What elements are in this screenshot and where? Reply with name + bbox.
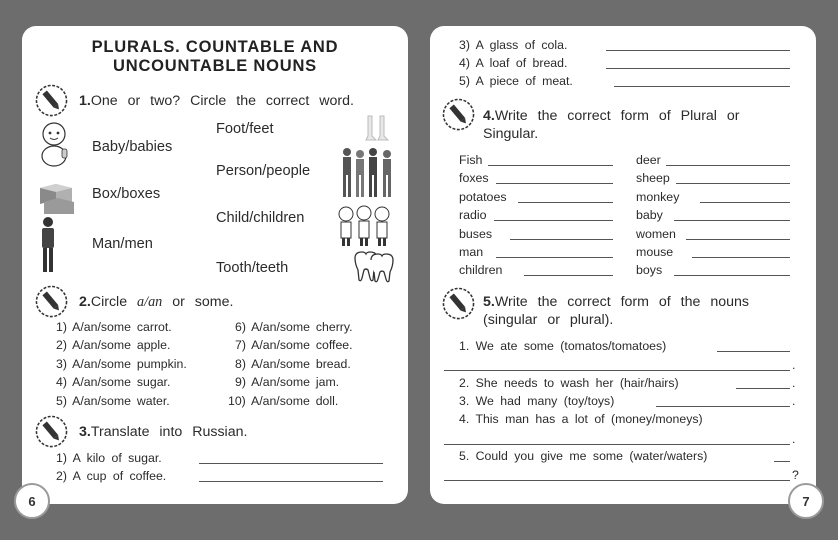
pencil-badge-icon xyxy=(442,287,475,320)
answer-line[interactable] xyxy=(444,370,790,371)
answer-line[interactable] xyxy=(606,50,790,51)
task4-word: man xyxy=(459,245,484,259)
task4-word: women xyxy=(636,227,676,241)
answer-line[interactable] xyxy=(700,202,790,203)
answer-line[interactable] xyxy=(494,220,613,221)
task2-item-7: 7) A/an/some coffee. xyxy=(235,338,353,352)
period: . xyxy=(792,358,796,372)
pencil-badge-icon xyxy=(35,84,68,117)
answer-line[interactable] xyxy=(518,202,613,203)
children-image xyxy=(336,204,396,248)
task3-item-1: 1) A kilo of sugar. xyxy=(56,451,162,465)
task4-word: Fish xyxy=(459,153,483,167)
task4-word: baby xyxy=(636,208,663,222)
answer-line[interactable] xyxy=(666,165,790,166)
task4-word: buses xyxy=(459,227,493,241)
task2-item-1: 1) A/an/some carrot. xyxy=(56,320,172,334)
task5-item-3: 3. We had many (toy/toys) xyxy=(459,394,615,408)
task5-item-1: 1. We ate some (tomatos/tomatoes) xyxy=(459,339,667,353)
answer-line[interactable] xyxy=(686,239,790,240)
task2-item-4: 4) A/an/some sugar. xyxy=(56,375,171,389)
task3-item-4: 4) A loaf of bread. xyxy=(459,56,568,70)
answer-line[interactable] xyxy=(656,406,790,407)
answer-line[interactable] xyxy=(692,257,790,258)
word-baby: Baby/babies xyxy=(92,139,173,155)
answer-line[interactable] xyxy=(674,220,790,221)
teeth-image xyxy=(352,250,396,284)
task3-instruction: 3.Translate into Russian. xyxy=(79,424,248,440)
task2-item-10: 10) A/an/some doll. xyxy=(228,394,339,408)
task4-instruction-line2: Singular. xyxy=(483,126,539,142)
task2-item-8: 8) A/an/some bread. xyxy=(235,357,351,371)
answer-line[interactable] xyxy=(444,444,790,445)
question-mark: ? xyxy=(792,468,799,482)
task3-item-2: 2) A cup of coffee. xyxy=(56,469,167,483)
answer-line[interactable] xyxy=(199,463,383,464)
task5-item-2: 2. She needs to wash her (hair/hairs) xyxy=(459,376,679,390)
answer-line[interactable] xyxy=(496,183,613,184)
page-number-right: 7 xyxy=(788,483,824,519)
answer-line[interactable] xyxy=(496,257,613,258)
task2-instruction: 2.Circle a/an or some. xyxy=(79,294,234,310)
task5-item-5: 5. Could you give me some (water/waters) xyxy=(459,449,708,463)
period: . xyxy=(792,394,796,408)
people-image xyxy=(340,146,398,200)
word-child: Child/children xyxy=(216,210,305,226)
task2-item-9: 9) A/an/some jam. xyxy=(235,375,340,389)
answer-line[interactable] xyxy=(444,480,790,481)
right-page xyxy=(430,26,816,504)
task4-word: radio xyxy=(459,208,487,222)
task1-instruction: 1.One or two? Circle the correct word. xyxy=(79,93,354,109)
task5-item-4: 4. This man has a lot of (money/moneys) xyxy=(459,412,703,426)
period: . xyxy=(792,432,796,446)
pencil-badge-icon xyxy=(35,285,68,318)
word-person: Person/people xyxy=(216,163,311,179)
period: . xyxy=(792,376,796,390)
task2-item-3: 3) A/an/some pumpkin. xyxy=(56,357,187,371)
man-image xyxy=(38,216,58,274)
answer-line[interactable] xyxy=(774,461,790,462)
answer-line[interactable] xyxy=(606,68,790,69)
task3-item-5: 5) A piece of meat. xyxy=(459,74,573,88)
answer-line[interactable] xyxy=(717,351,790,352)
pencil-badge-icon xyxy=(35,415,68,448)
page-title-line1: PLURALS. COUNTABLE AND xyxy=(91,38,339,56)
word-man: Man/men xyxy=(92,236,153,252)
task4-word: sheep xyxy=(636,171,670,185)
answer-line[interactable] xyxy=(614,86,790,87)
left-page xyxy=(22,26,408,504)
task2-item-2: 2) A/an/some apple. xyxy=(56,338,171,352)
answer-line[interactable] xyxy=(199,481,383,482)
task4-word: mouse xyxy=(636,245,674,259)
task4-word: boys xyxy=(636,263,663,277)
page-title-line2: UNCOUNTABLE NOUNS xyxy=(113,57,317,75)
task2-item-6: 6) A/an/some cherry. xyxy=(235,320,353,334)
task4-word: monkey xyxy=(636,190,680,204)
task4-word: potatoes xyxy=(459,190,507,204)
word-tooth: Tooth/teeth xyxy=(216,260,289,276)
answer-line[interactable] xyxy=(510,239,613,240)
task2-item-5: 5) A/an/some water. xyxy=(56,394,170,408)
task4-word: deer xyxy=(636,153,661,167)
task5-instruction-line2: (singular or plural). xyxy=(483,312,614,328)
task4-word: children xyxy=(459,263,503,277)
task5-instruction-line1: 5.Write the correct form of the nouns xyxy=(483,294,750,310)
feet-image xyxy=(362,114,392,144)
answer-line[interactable] xyxy=(674,275,790,276)
page-number-left: 6 xyxy=(14,483,50,519)
boxes-image xyxy=(36,174,78,216)
answer-line[interactable] xyxy=(524,275,613,276)
baby-image xyxy=(36,119,72,169)
pencil-badge-icon xyxy=(442,98,475,131)
answer-line[interactable] xyxy=(488,165,613,166)
task4-instruction-line1: 4.Write the correct form of Plural or xyxy=(483,108,740,124)
answer-line[interactable] xyxy=(676,183,790,184)
word-box: Box/boxes xyxy=(92,186,161,202)
word-foot: Foot/feet xyxy=(216,121,274,137)
task3-item-3: 3) A glass of cola. xyxy=(459,38,568,52)
answer-line[interactable] xyxy=(736,388,790,389)
task4-word: foxes xyxy=(459,171,489,185)
